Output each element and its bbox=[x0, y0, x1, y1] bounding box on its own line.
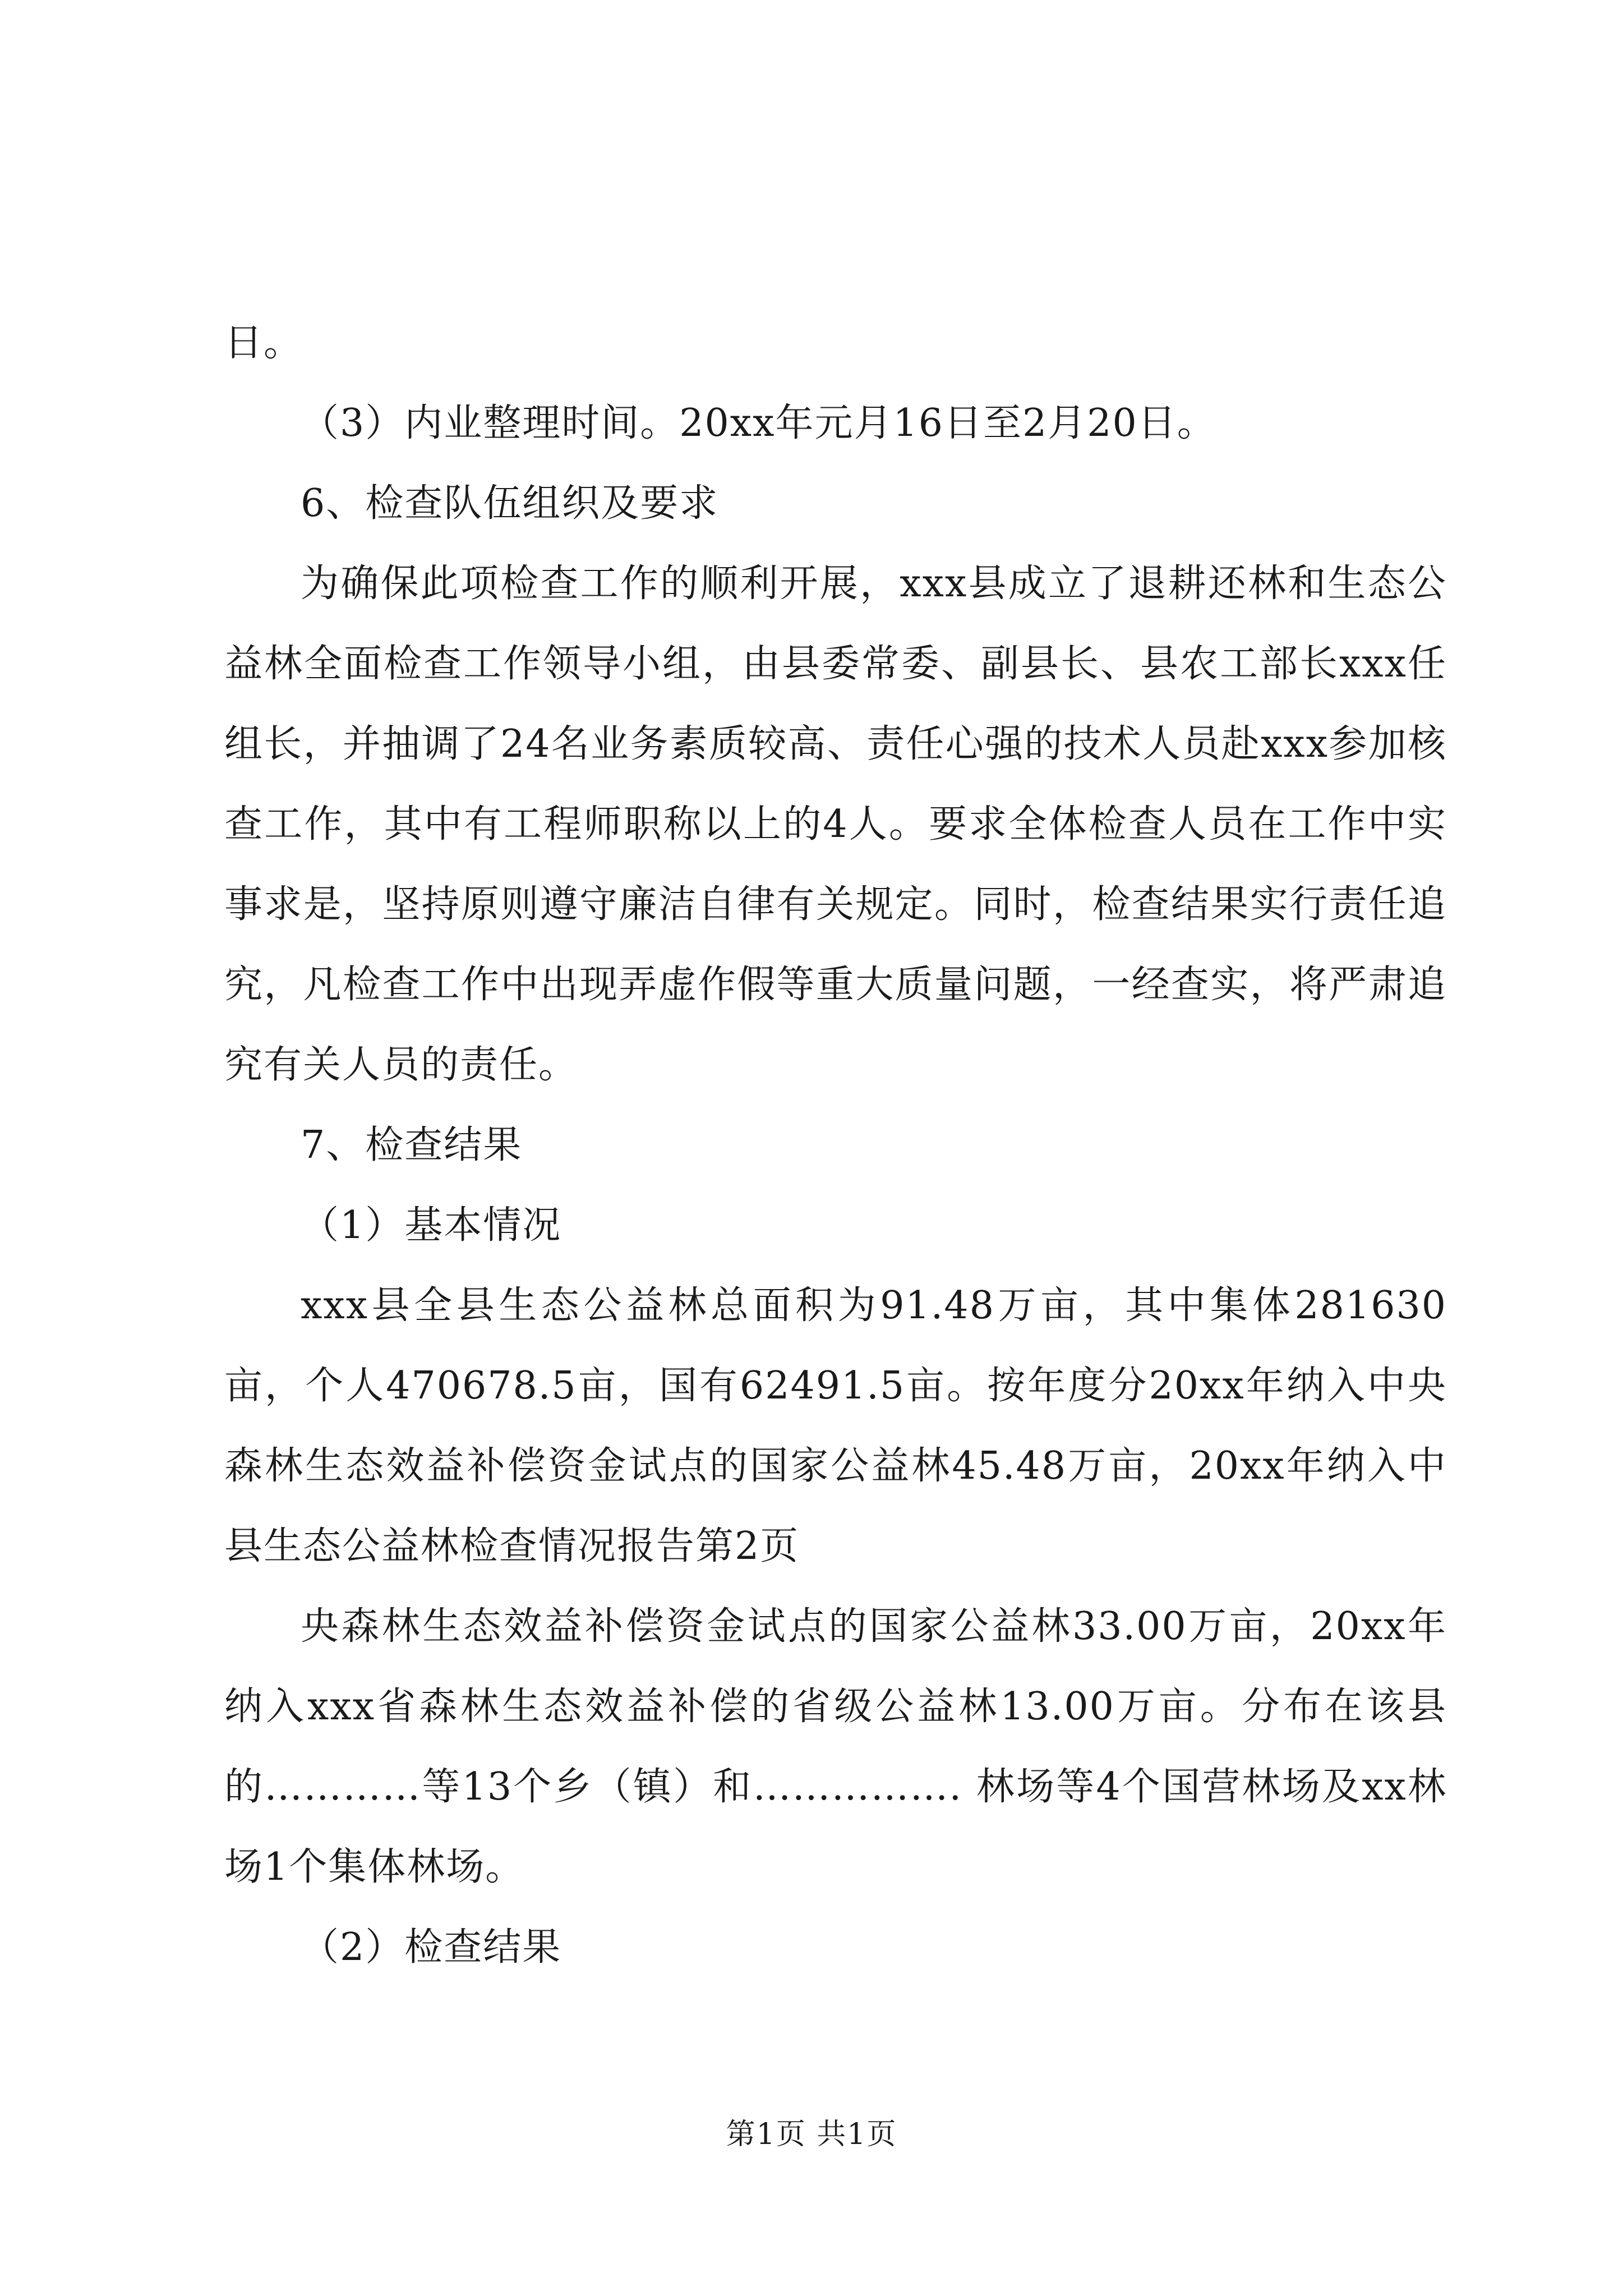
paragraph-internal-work-time: （3）内业整理时间。20xx年元月16日至2月20日。 bbox=[301, 401, 1216, 445]
document-body bbox=[224, 303, 1447, 1987]
section-heading-results: 7、检查结果 bbox=[301, 1123, 523, 1167]
page-number-footer: 第1页 共1页 bbox=[726, 2118, 897, 2151]
paragraph-team-organization: 为确保此项检查工作的顺利开展，xxx县成立了退耕还林和生态公益林全面检查工作领导小组，由县委常委、副县长、县农工部长xxx任组长，并抽调了24名业务素质较高、责任心强的技术人员赴xxx参加核查工作，其中有工程师职称以上的4人。要求全体检查人员在工作中实事求是，坚持原则遵守廉洁自律有关规定。同时，检查结果实行责任追究，凡检查工作中出现弄虚作假等重大质量问题，一经查实，将严肃追究有关人员的责任。 bbox=[224, 562, 1447, 1087]
paragraph-continuation: 日。 bbox=[224, 321, 303, 365]
section-heading-team: 6、检查队伍组织及要求 bbox=[301, 481, 719, 526]
paragraph-forest-area: xxx县全县生态公益林总面积为91.48万亩，其中集体281630亩，个人470678.5亩，国有62491.5亩。按年度分20xx年纳入中央森林生态效益补偿资金试点的国家公益林45.48万亩，20xx年纳入中县生态公益林检查情况报告第2页 bbox=[224, 1283, 1447, 1568]
subheading-inspection-results: （2）检查结果 bbox=[301, 1925, 562, 1970]
paragraph-forest-distribution: 央森林生态效益补偿资金试点的国家公益林33.00万亩，20xx年纳入xxx省森林生态效益补偿的省级公益林13.00万亩。分布在该县的…………等13个乡（镇）和……………. 林场等4个国营林场及xx林场1个集体林场。 bbox=[224, 1604, 1447, 1889]
subheading-basic-situation: （1）基本情况 bbox=[301, 1203, 562, 1248]
